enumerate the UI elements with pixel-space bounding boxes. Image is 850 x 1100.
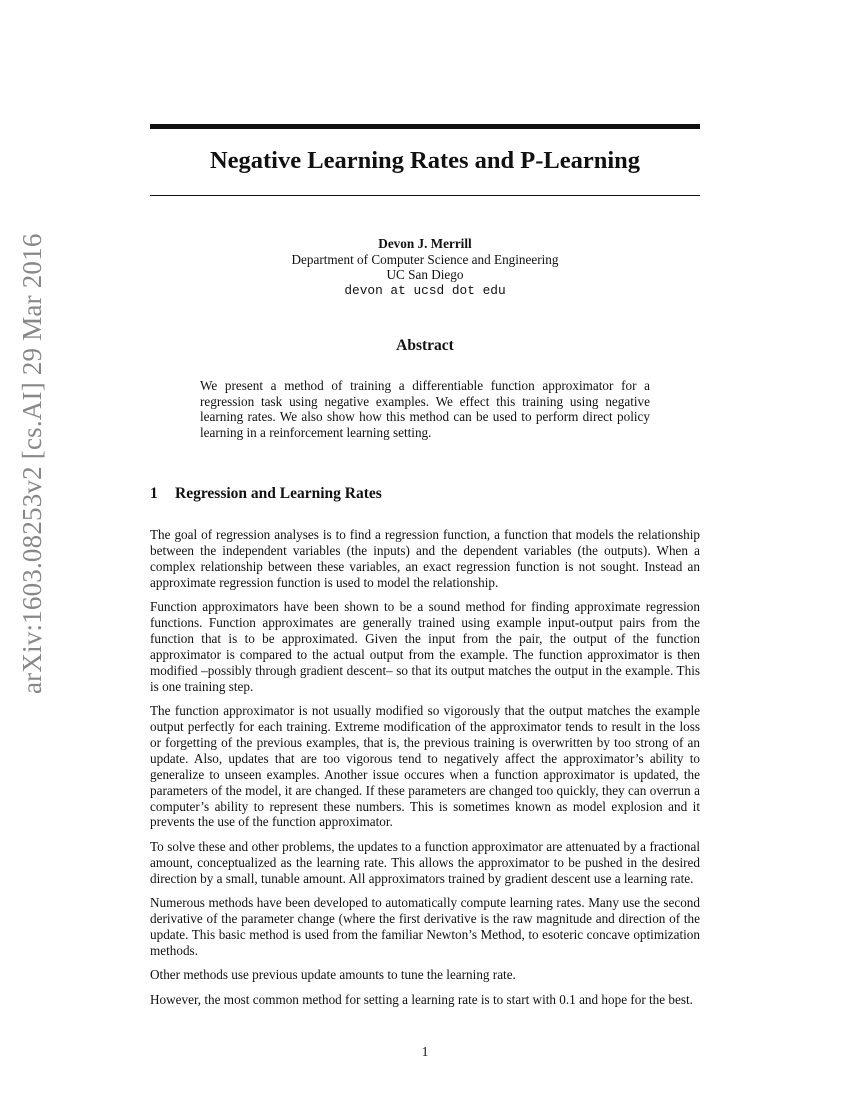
title-top-rule (150, 124, 700, 129)
abstract-heading: Abstract (396, 337, 454, 354)
author-department: Department of Computer Science and Engineering (291, 251, 559, 267)
paragraph: However, the most common method for setting a learning rate is to start with 0.1 and hope for the best. (150, 991, 693, 1007)
paragraph: Other methods use previous update amounts to tune the learning rate. (150, 967, 516, 983)
section-title: Regression and Learning Rates (175, 485, 382, 502)
paragraph: Numerous methods have been developed to automatically compute learning rates. Many use the second derivative of the parameter change (where the first derivative is the raw magnitude and direction of the update. This basic method is used from the familiar Newton’s Method, to esoteric concave optimization methods. (150, 895, 700, 958)
author-block (150, 236, 700, 298)
section-body (150, 527, 700, 1016)
paragraph: Function approximators have been shown to be a sound method for finding approximate regression functions. Function approximates are generally trained using example input-output pairs from the function that is to be approximated. Given the input from the pair, the output of the function approximator is compared to the actual output from the example. The function approximator is then modified –possibly through gradient descent– so that its output matches the output in the example. This is one training step. (150, 599, 700, 694)
section-number: 1 (150, 485, 158, 502)
section-heading (150, 485, 382, 503)
author-email: devon at ucsd dot edu (344, 282, 506, 298)
page-number: 1 (421, 1044, 429, 1059)
author-name: Devon J. Merrill (378, 236, 472, 251)
author-institution: UC San Diego (386, 267, 464, 282)
paper-title: Negative Learning Rates and P-Learning (209, 147, 641, 174)
paragraph: The goal of regression analyses is to find a regression function, a function that models the relationship between the independent variables (the inputs) and the dependent variables (the outputs). When a complex relationship between these variables, an exact regression function is not sought. Instead an approximate regression function is used to model the relationship. (150, 527, 700, 590)
arxiv-identifier-stamp: arXiv:1603.08253v2 [cs.AI] 29 Mar 2016 (17, 233, 47, 694)
paragraph: The function approximator is not usually modified so vigorously that the output matches the example output perfectly for each training. Extreme modification of the approximator tends to result in the loss or forgetting of the previous examples, that is, the previous training is overwritten by too strong of an update. Also, updates that are too vigorous tend to negatively affect the approximator’s ability to generalize to unseen examples. Another issue occures when a function approximator is updated, the parameters of the model, it are changed. If these parameters are changed too quickly, they can overrun a computer’s ability to represent these numbers. This is sometimes known as model explosion and it prevents the use of the function approximator. (150, 703, 700, 830)
paragraph: To solve these and other problems, the updates to a function approximator are attenuated by a fractional amount, conceptualized as the learning rate. This allows the approximator to be pushed in the desired direction by a small, tunable amount. All approximators trained by gradient descent use a learning rate. (150, 838, 700, 886)
abstract-text: We present a method of training a differentiable function approximator for a regression task using negative examples. We effect this training using negative learning rates. We also show how this method can be used to perform direct policy learning in a reinforcement learning setting. (200, 378, 650, 440)
title-bottom-rule (150, 195, 700, 196)
